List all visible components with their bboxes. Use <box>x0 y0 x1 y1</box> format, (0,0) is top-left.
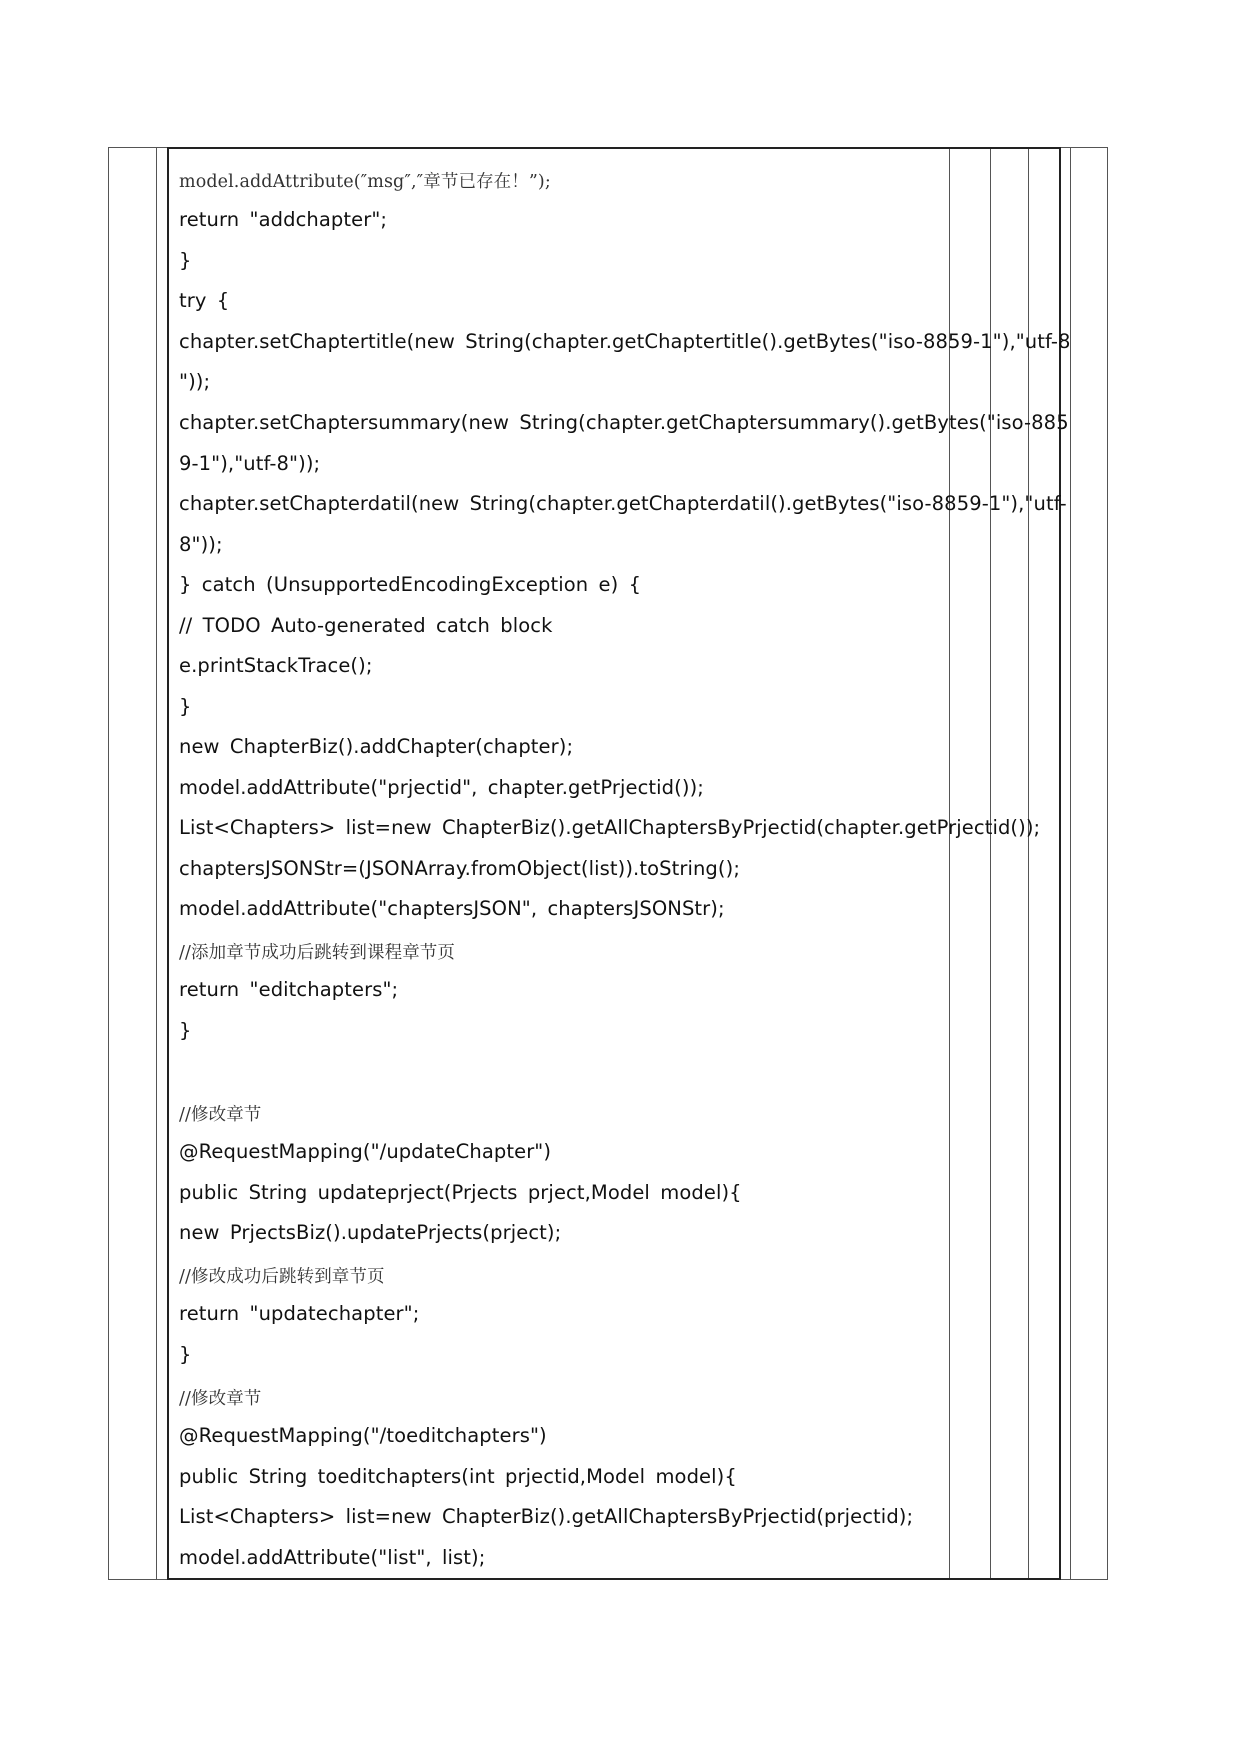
code-line-25: @RequestMapping("/updateChapter") <box>179 1140 552 1163</box>
code-line-35: model.addAttribute("list", list); <box>179 1546 486 1569</box>
code-line-3: } <box>179 249 192 272</box>
code-line-8: 9-1"),"utf-8")); <box>179 452 321 475</box>
code-line-20: //添加章节成功后跳转到课程章节页 <box>179 943 455 963</box>
code-line-22: } <box>179 1019 192 1042</box>
code-line-17: List<Chapters> list=new ChapterBiz().getAllChaptersByPrjectid(chapter.getPrjectid()); <box>179 816 1041 839</box>
code-line-11: } catch (UnsupportedEncodingException e) { <box>179 573 642 596</box>
code-line-4: try { <box>179 289 230 312</box>
code-line-1: model.addAttribute(″msg″,″章节已存在！”); <box>179 172 551 192</box>
code-line-7: chapter.setChaptersummary(new String(chapter.getChaptersummary().getBytes("iso-885 <box>179 411 1069 434</box>
code-line-34: List<Chapters> list=new ChapterBiz().getAllChaptersByPrjectid(prjectid); <box>179 1505 914 1528</box>
code-line-33: public String toeditchapters(int prjectid,Model model){ <box>179 1465 737 1488</box>
code-line-28: //修改成功后跳转到章节页 <box>179 1267 385 1287</box>
code-line-9: chapter.setChapterdatil(new String(chapter.getChapterdatil().getBytes("iso-8859-1"),"utf- <box>179 492 1067 515</box>
code-line-2: return "addchapter"; <box>179 208 388 231</box>
code-line-21: return "editchapters"; <box>179 978 399 1001</box>
column-divider-left <box>156 147 157 1580</box>
code-line-5: chapter.setChaptertitle(new String(chapter.getChaptertitle().getBytes("iso-8859-1"),"utf-8 <box>179 330 1071 353</box>
code-line-26: public String updateprject(Prjects prject,Model model){ <box>179 1181 742 1204</box>
code-line-12: // TODO Auto-generated catch block <box>179 614 553 637</box>
code-line-29: return "updatechapter"; <box>179 1302 420 1325</box>
code-line-14: } <box>179 695 192 718</box>
code-line-19: model.addAttribute("chaptersJSON", chaptersJSONStr); <box>179 897 725 920</box>
code-line-18: chaptersJSONStr=(JSONArray.fromObject(list)).toString(); <box>179 857 740 880</box>
code-line-6: ")); <box>179 370 211 393</box>
code-line-27: new PrjectsBiz().updatePrjects(prject); <box>179 1221 562 1244</box>
code-line-10: 8")); <box>179 533 223 556</box>
column-divider-right <box>1070 147 1071 1580</box>
code-line-15: new ChapterBiz().addChapter(chapter); <box>179 735 574 758</box>
code-line-16: model.addAttribute("prjectid", chapter.getPrjectid()); <box>179 776 704 799</box>
code-line-32: @RequestMapping("/toeditchapters") <box>179 1424 547 1447</box>
code-line-31: //修改章节 <box>179 1389 262 1409</box>
code-line-13: e.printStackTrace(); <box>179 654 373 677</box>
code-line-30: } <box>179 1343 192 1366</box>
code-line-24: //修改章节 <box>179 1105 262 1125</box>
